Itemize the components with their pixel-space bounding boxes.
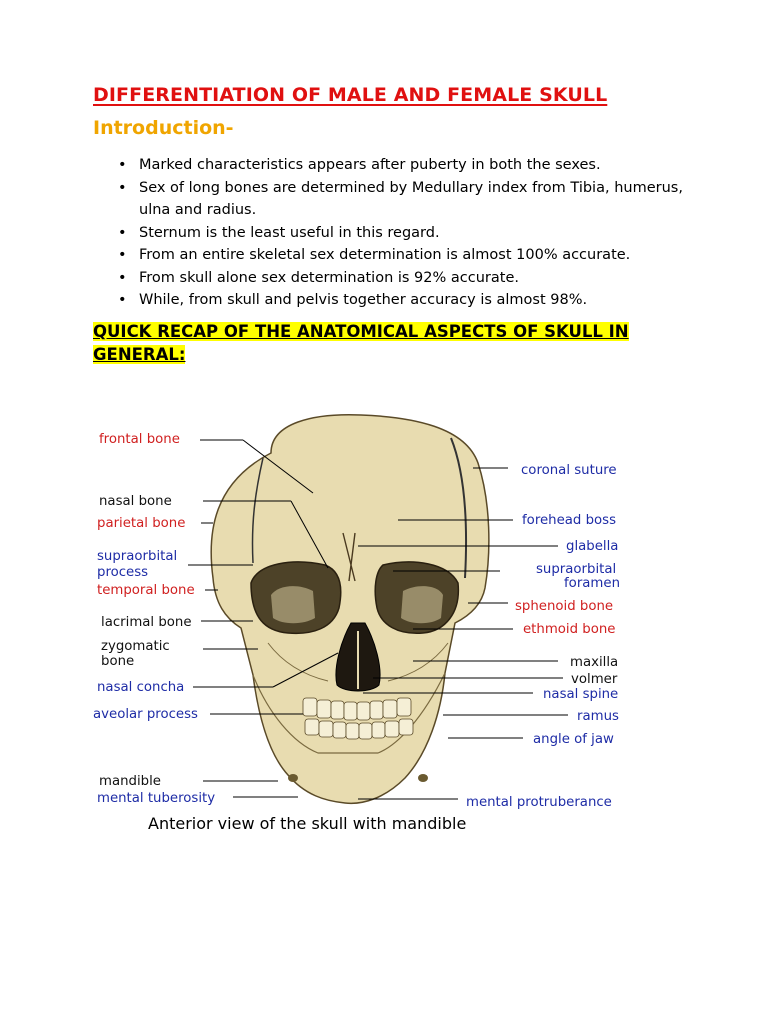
label-supraorbital-foramen: supraorbital [536,562,617,577]
skull-diagram [93,413,630,813]
figure-caption: Anterior view of the skull with mandible [148,814,467,833]
label-mental-tuberosity: mental tuberosity [97,791,216,806]
label-nasal-spine: nasal spine [543,687,619,702]
right-labels [466,463,620,810]
label-supraorbital-process: supraorbital [97,549,178,564]
label-glabella: glabella [566,539,619,554]
label-mental-protruberance: mental protruberance [466,795,612,810]
recap-heading-text: QUICK RECAP OF THE ANATOMICAL ASPECTS OF SKULL IN GENERAL: [93,322,629,364]
intro-heading: Introduction- [93,117,234,139]
label-lacrimal-bone: lacrimal bone [101,615,192,630]
skull-illustration [211,415,489,804]
recap-heading [93,320,653,366]
bullet-item: • While, from skull and pelvis together accuracy is almost 98%. [96,289,696,312]
label-frontal-bone: frontal bone [99,432,180,447]
label-coronal-suture: coronal suture [521,463,617,478]
page-title: DIFFERENTIATION OF MALE AND FEMALE SKULL [93,84,608,106]
left-labels [93,432,215,806]
label-parietal-bone: parietal bone [97,516,186,531]
bullet-item: • Marked characteristics appears after puberty in both the sexes. [96,154,696,177]
label-nasal-concha: nasal concha [97,680,185,695]
bullet-item: • From an entire skeletal sex determination is almost 100% accurate. [96,244,696,267]
label-maxilla: maxilla [570,655,619,670]
label-temporal-bone: temporal bone [97,583,195,598]
label-supraorbital-process-2: process [97,565,149,580]
label-aveolar-process: aveolar process [93,707,198,722]
bullet-item: • Sex of long bones are determined by Medullary index from Tibia, humerus, ulna and radius. [96,177,696,222]
label-ramus: ramus [577,709,619,724]
bullet-item: • Sternum is the least useful in this regard. [96,222,696,245]
label-supraorbital-foramen-2: foramen [564,576,620,591]
label-volmer: volmer [571,672,618,687]
label-zygomatic-bone: zygomatic [101,639,170,654]
label-ethmoid-bone: ethmoid bone [523,622,616,637]
label-zygomatic-bone-2: bone [101,654,135,669]
label-sphenoid-bone: sphenoid bone [515,599,614,614]
bullet-item: • From skull alone sex determination is 92% accurate. [96,267,696,290]
intro-bullet-list [96,154,696,312]
label-nasal-bone: nasal bone [99,494,172,509]
label-angle-of-jaw: angle of jaw [533,732,614,747]
label-forehead-boss: forehead boss [522,513,617,528]
label-mandible: mandible [99,774,161,789]
